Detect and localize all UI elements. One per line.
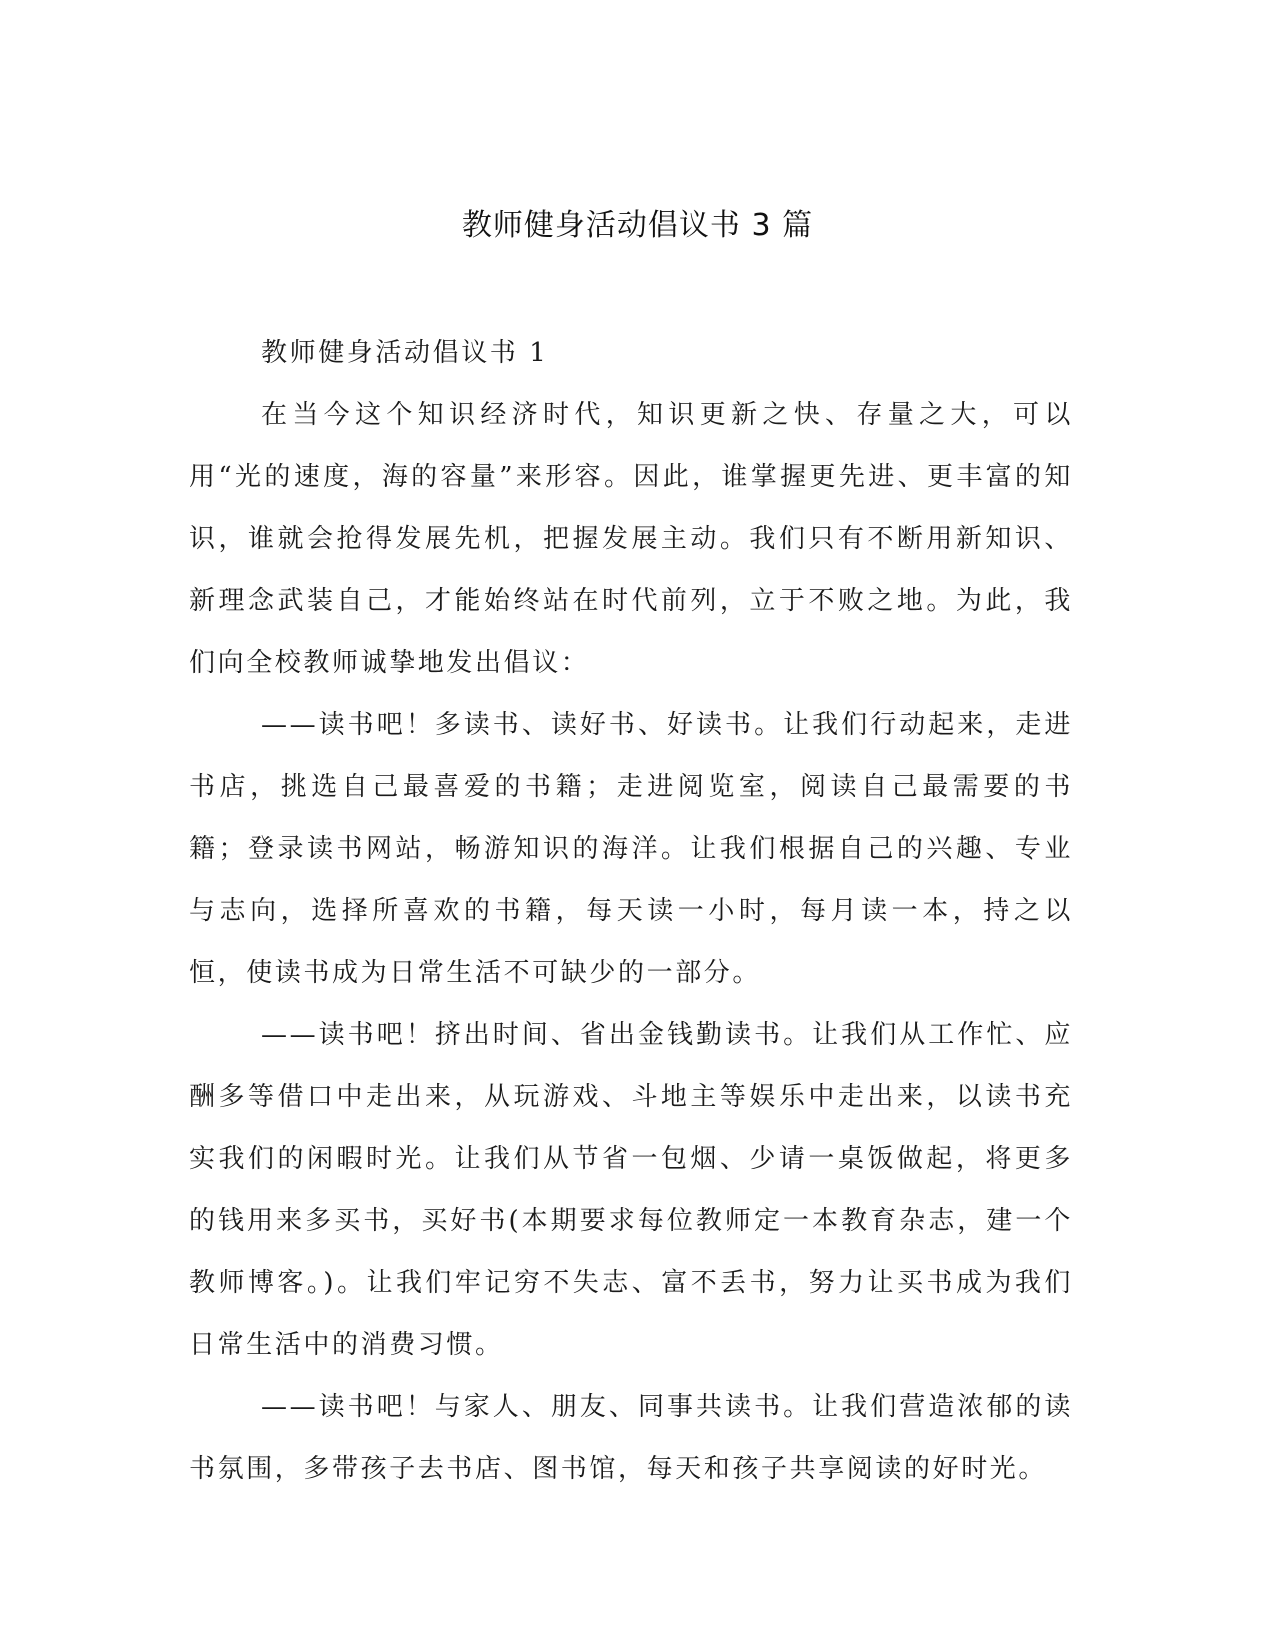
- proposal-paragraph-3: ——读书吧！与家人、朋友、同事共读书。让我们营造浓郁的读书氛围，多带孩子去书店、图书馆，每天和孩子共享阅读的好时光。: [189, 1392, 1073, 1484]
- proposal-paragraph-2: ——读书吧！挤出时间、省出金钱勤读书。让我们从工作忙、应酬多等借口中走出来，从玩游戏、斗地主等娱乐中走出来，以读书充实我们的闲暇时光。让我们从节省一包烟、少请一桌饭做起，将更多的钱用来多买书，买好书(本期要求每位教师定一本教育杂志，建一个教师博客。)。让我们牢记穷不失志、富不丢书，努力让买书成为我们日常生活中的消费习惯。: [189, 1020, 1073, 1360]
- document-body: [189, 322, 1073, 1500]
- intro-paragraph: 在当今这个知识经济时代，知识更新之快、存量之大，可以用“光的速度，海的容量”来形容。因此，谁掌握更先进、更丰富的知识，谁就会抢得发展先机，把握发展主动。我们只有不断用新知识、新理念武装自己，才能始终站在时代前列，立于不败之地。为此，我们向全校教师诚挚地发出倡议：: [189, 400, 1073, 678]
- section-heading: 教师健身活动倡议书 1: [261, 338, 549, 368]
- document-title: 教师健身活动倡议书 3 篇: [461, 208, 814, 243]
- proposal-paragraph-1: ——读书吧！多读书、读好书、好读书。让我们行动起来，走进书店，挑选自己最喜爱的书籍；走进阅览室，阅读自己最需要的书籍；登录读书网站，畅游知识的海洋。让我们根据自己的兴趣、专业与志向，选择所喜欢的书籍，每天读一小时，每月读一本，持之以恒，使读书成为日常生活不可缺少的一部分。: [189, 710, 1073, 988]
